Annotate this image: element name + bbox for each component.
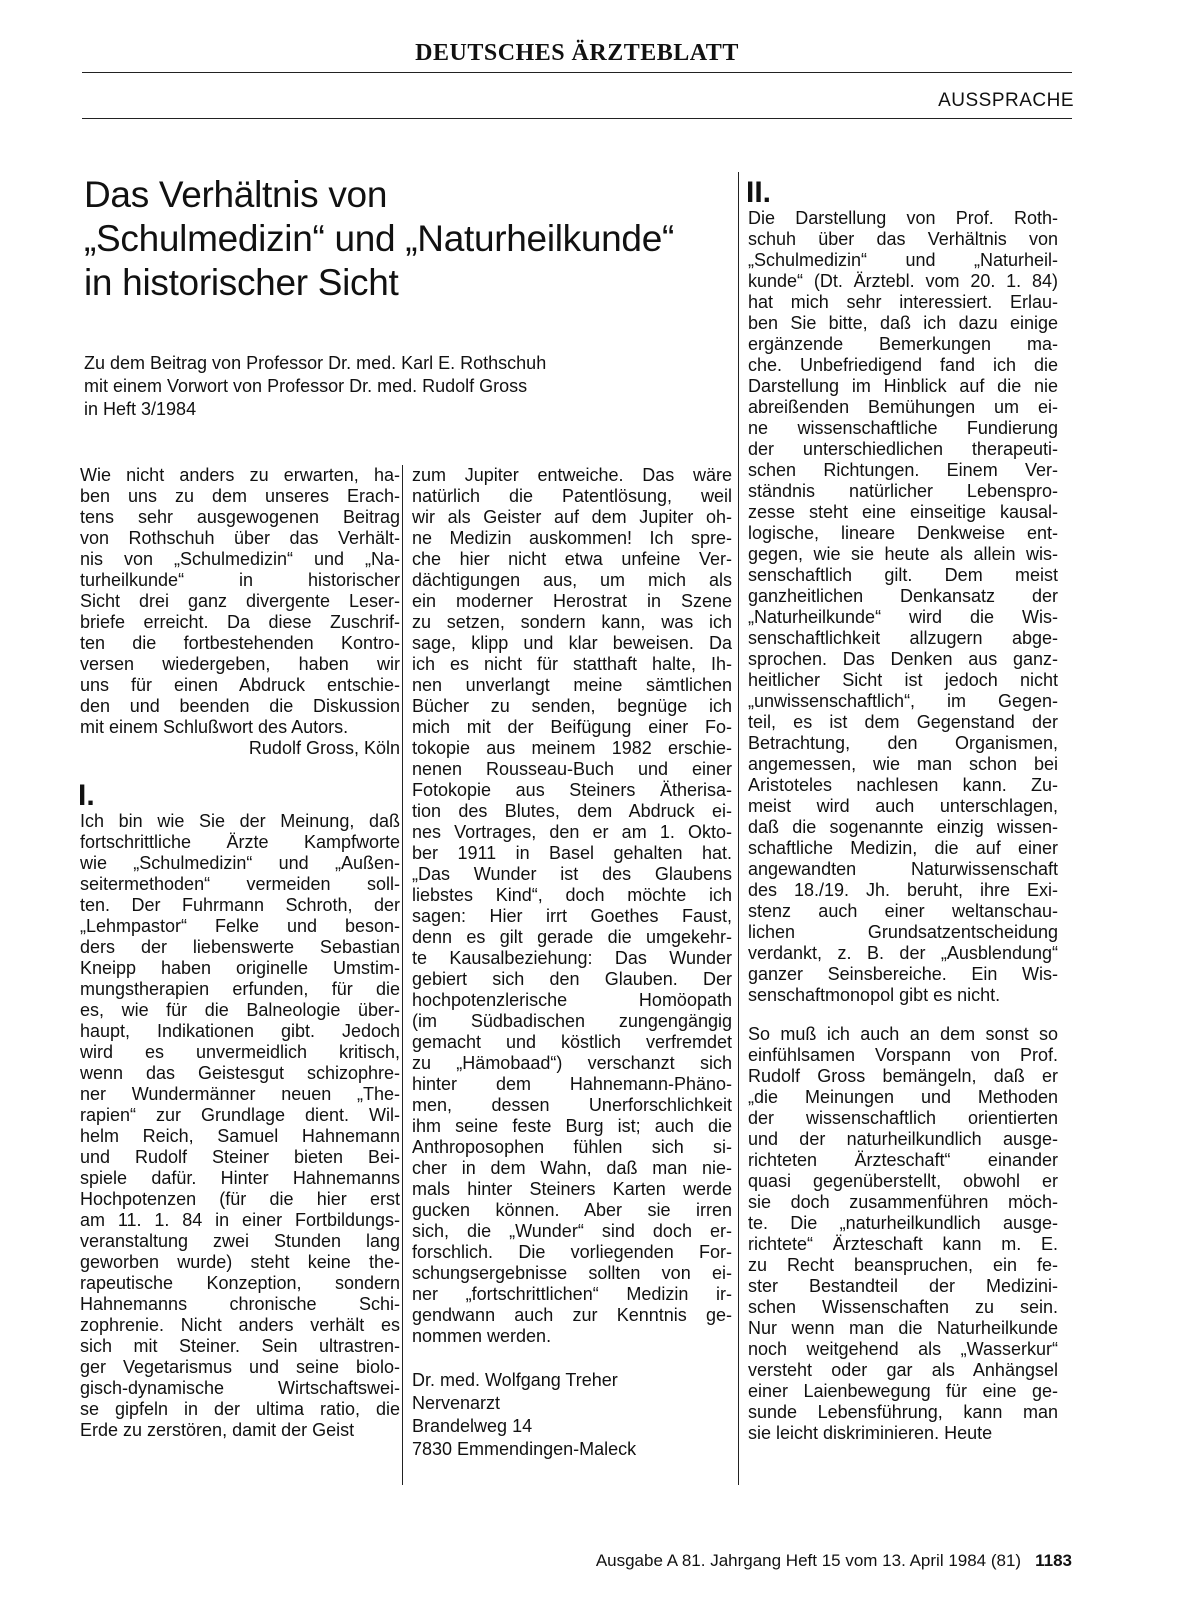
- text-line: dächtigungen aus, um mich als: [412, 570, 732, 590]
- text-line: abreißenden Bemühungen um ei-: [748, 397, 1058, 417]
- text-line: zesse steht eine einseitige kausal-: [748, 502, 1058, 522]
- page-number: 1183: [1035, 1551, 1072, 1570]
- article-title: [84, 173, 764, 305]
- signature-profession: Nervenarzt: [412, 1393, 501, 1413]
- text-line: einfühlsamen Vorspann von Prof.: [748, 1045, 1058, 1065]
- text-line: denn es gilt gerade die umgekehr-: [412, 927, 732, 947]
- text-line: kunde“ (Dt. Ärztebl. vom 20. 1. 84): [748, 271, 1058, 291]
- text-line: spiele dafür. Hinter Hahnemanns: [80, 1168, 400, 1188]
- signature-street: Brandelweg 14: [412, 1416, 533, 1436]
- text-line: briefe erreicht. Da diese Zuschrif-: [80, 612, 400, 632]
- editorial-note: [80, 465, 400, 738]
- text-line: che. Unbefriedigend fand ich die: [748, 355, 1058, 375]
- column-3: [748, 178, 1058, 1444]
- text-line: wenn das Geistesgut schizophre-: [80, 1063, 400, 1083]
- text-line: „unwissenschaftlich“, im Gegen-: [748, 691, 1058, 711]
- text-line: Fotokopie aus Steiners Ätherisa-: [412, 780, 732, 800]
- text-line: gegen, wie sie heute als allein wis-: [748, 544, 1058, 564]
- text-line: Nur wenn man die Naturheilkunde: [748, 1318, 1058, 1338]
- section-heading-1: I.: [78, 779, 95, 812]
- text-line: Bücher zu senden, begnüge ich: [412, 696, 732, 716]
- text-line: es, wie für die Balneologie über-: [80, 1000, 400, 1020]
- text-line: des 18./19. Jh. beruht, ihre Exi-: [748, 880, 1058, 900]
- text-line: natürlich die Patentlösung, weil: [412, 486, 732, 506]
- letter-1-signature: [412, 1369, 732, 1461]
- intro-line: Zu dem Beitrag von Professor Dr. med. Karl E. Rothschuh: [84, 353, 547, 373]
- text-line: ganzer Seinsbereiche. Ein Wis-: [748, 964, 1058, 984]
- text-line: daß die sogenannte einzig wissen-: [748, 817, 1058, 837]
- text-line: ne wissenschaftliche Fundierung: [748, 418, 1058, 438]
- section-rule: [82, 118, 1072, 119]
- text-line: uns für einen Abdruck entschie-: [80, 675, 400, 695]
- text-line: tens sehr ausgewogenen Beitrag: [80, 507, 400, 527]
- text-line: haupt, Indikationen gibt. Jedoch: [80, 1021, 400, 1041]
- text-line: ster Bestandteil der Medizini-: [748, 1276, 1058, 1296]
- text-line: meist wird auch unterschlagen,: [748, 796, 1058, 816]
- text-line: nis von „Schulmedizin“ und „Na-: [80, 549, 400, 569]
- text-line: te. Die „naturheilkundlich ausge-: [748, 1213, 1058, 1233]
- text-line: schaftliche Medizin, die auf einer: [748, 838, 1058, 858]
- text-line: men, dessen Unerforschlichkeit: [412, 1095, 732, 1115]
- text-line: senschaftlichkeit allzugern abge-: [748, 628, 1058, 648]
- text-line: ner „fortschrittlichen“ Medizin ir-: [412, 1284, 732, 1304]
- text-line: Aristoteles nachlesen kann. Zu-: [748, 775, 1058, 795]
- text-line: am 11. 1. 84 in einer Fortbildungs-: [80, 1210, 400, 1230]
- text-line: zu Recht beanspruchen, ein fe-: [748, 1255, 1058, 1275]
- letter-2-para-1: [748, 208, 1058, 1006]
- title-line: „Schulmedizin“ und „Naturheilkunde“: [84, 218, 675, 259]
- text-line: nen unverlangt meine sämtlichen: [412, 675, 732, 695]
- text-line: einer Laienbewegung für eine ge-: [748, 1381, 1058, 1401]
- text-line: ben uns zu dem unseres Erach-: [80, 486, 400, 506]
- text-line: sagen: Hier irrt Goethes Faust,: [412, 906, 732, 926]
- page-footer: [0, 1551, 1072, 1571]
- text-line: zu setzen, sondern kann, was ich: [412, 612, 732, 632]
- text-line: der unterschiedlichen therapeuti-: [748, 439, 1058, 459]
- text-line: mit einem Schlußwort des Autors.: [80, 717, 349, 737]
- text-line: wie „Schulmedizin“ und „Außen-: [80, 853, 400, 873]
- text-line: ein moderner Herostrat in Szene: [412, 591, 732, 611]
- text-line: „Schulmedizin“ und „Naturheil-: [748, 250, 1058, 270]
- text-line: schungsergebnisse sollten von ei-: [412, 1263, 732, 1283]
- text-line: quasi gegenüberstellt, obwohl er: [748, 1171, 1058, 1191]
- text-line: che hier nicht etwa unfeine Ver-: [412, 549, 732, 569]
- text-line: tokopie aus meinem 1982 erschie-: [412, 738, 732, 758]
- text-line: hat mich sehr interessiert. Erlau-: [748, 292, 1058, 312]
- text-line: tion des Blutes, dem Abdruck ei-: [412, 801, 732, 821]
- section-label: AUSSPRACHE: [938, 90, 1074, 111]
- text-line: Erde zu zerstören, damit der Geist: [80, 1420, 355, 1440]
- text-line: versteht oder gar als Anhängsel: [748, 1360, 1058, 1380]
- text-line: sich mit Steiner. Sein ultrastren-: [80, 1336, 400, 1356]
- text-line: noch weitgehend als „Wasserkur“: [748, 1339, 1058, 1359]
- text-line: schuh über das Verhältnis von: [748, 229, 1058, 249]
- title-line: Das Verhältnis von: [84, 174, 388, 215]
- text-line: richteten Ärzteschaft“ einander: [748, 1150, 1058, 1170]
- text-line: „Das Wunder ist des Glaubens: [412, 864, 732, 884]
- text-line: nommen werden.: [412, 1326, 552, 1346]
- text-line: Ich bin wie Sie der Meinung, daß: [80, 811, 400, 831]
- text-line: Betrachtung, den Organismen,: [748, 733, 1058, 753]
- text-line: lichen Grundsatzentscheidung: [748, 922, 1058, 942]
- text-line: forschlich. Die vorliegenden For-: [412, 1242, 732, 1262]
- text-line: angemessen, wie man schon bei: [748, 754, 1058, 774]
- text-line: ihm seine feste Burg ist; auch die: [412, 1116, 732, 1136]
- text-line: senschaftmonopol gibt es nicht.: [748, 985, 1001, 1005]
- text-line: se gipfeln in der ultima ratio, die: [80, 1399, 400, 1419]
- text-line: wird es unvermeidlich kritisch,: [80, 1042, 400, 1062]
- title-line: in historischer Sicht: [84, 262, 399, 303]
- text-line: stenz auch einer weltanschau-: [748, 901, 1058, 921]
- text-line: Hochpotenzen (für die hier erst: [80, 1189, 400, 1209]
- text-line: ergänzende Bemerkungen ma-: [748, 334, 1058, 354]
- text-line: gemacht und köstlich verfremdet: [412, 1032, 732, 1052]
- text-line: zophrenie. Nicht anders verhält es: [80, 1315, 400, 1335]
- text-line: ber 1911 in Basel gehalten hat.: [412, 843, 732, 863]
- text-line: te Kausalbeziehung: Das Wunder: [412, 948, 732, 968]
- text-line: sich, die „Wunder“ sind doch er-: [412, 1221, 732, 1241]
- text-line: gendwann auch zur Kenntnis ge-: [412, 1305, 732, 1325]
- text-line: gucken können. Aber sie irren: [412, 1200, 732, 1220]
- text-line: Sicht drei ganz divergente Leser-: [80, 591, 400, 611]
- intro-line: in Heft 3/1984: [84, 399, 197, 419]
- text-line: von Rothschuh über das Verhält-: [80, 528, 400, 548]
- text-line: ne Medizin auskommen! Ich spre-: [412, 528, 732, 548]
- text-line: geworben wurde) steht keine the-: [80, 1252, 400, 1272]
- masthead-rule: [82, 72, 1072, 73]
- text-line: (im Südbadischen zungengängig: [412, 1011, 732, 1031]
- text-line: ders der liebenswerte Sebastian: [80, 937, 400, 957]
- text-line: und Rudolf Steiner bieten Bei-: [80, 1147, 400, 1167]
- text-line: der wissenschaftlich orientierten: [748, 1108, 1058, 1128]
- text-line: nes Vortrages, den er am 1. Okto-: [412, 822, 732, 842]
- column-divider-2: [738, 172, 739, 1485]
- column-2: [412, 465, 732, 1461]
- text-line: So muß ich auch an dem sonst so: [748, 1024, 1058, 1044]
- text-line: mich mit der Beifügung einer Fo-: [412, 717, 732, 737]
- text-line: Rudolf Gross bemängeln, daß er: [748, 1066, 1058, 1086]
- text-line: ständnis natürlicher Lebenspro-: [748, 481, 1058, 501]
- text-line: sie leicht diskriminieren. Heute: [748, 1423, 993, 1443]
- text-line: hinter dem Hahnemann-Phäno-: [412, 1074, 732, 1094]
- text-line: rapeutische Konzeption, sondern: [80, 1273, 400, 1293]
- signature-name: Dr. med. Wolfgang Treher: [412, 1370, 618, 1390]
- text-line: Kneipp haben originelle Umstim-: [80, 958, 400, 978]
- issue-info: Ausgabe A 81. Jahrgang Heft 15 vom 13. April 1984 (81): [595, 1551, 1022, 1570]
- intro-line: mit einem Vorwort von Professor Dr. med. Rudolf Gross: [84, 376, 528, 396]
- text-line: Die Darstellung von Prof. Roth-: [748, 208, 1058, 228]
- text-line: logische, lineare Denkweise ent-: [748, 523, 1058, 543]
- text-line: „die Meinungen und Methoden: [748, 1087, 1058, 1107]
- text-line: schen Richtungen. Einem Ver-: [748, 460, 1058, 480]
- text-line: turheilkunde“ in historischer: [80, 570, 400, 590]
- column-divider-1: [402, 465, 403, 1485]
- text-line: veranstaltung zwei Stunden lang: [80, 1231, 400, 1251]
- text-line: zum Jupiter entweiche. Das wäre: [412, 465, 732, 485]
- text-line: verdankt, z. B. der „Ausblendung“: [748, 943, 1058, 963]
- text-line: sie doch zusammenführen möch-: [748, 1192, 1058, 1212]
- text-line: hochpotenzlerische Homöopath: [412, 990, 732, 1010]
- text-line: Darstellung im Hinblick auf die nie: [748, 376, 1058, 396]
- text-line: versen wiedergeben, haben wir: [80, 654, 400, 674]
- text-line: ger Vegetarismus und seine biolo-: [80, 1357, 400, 1377]
- text-line: senschaftlich gilt. Dem meist: [748, 565, 1058, 585]
- text-line: liebstes Kind“, doch möchte ich: [412, 885, 732, 905]
- letter-2-para-2: [748, 1024, 1058, 1444]
- text-line: ben Sie bitte, daß ich dazu einige: [748, 313, 1058, 333]
- text-line: wir als Geister auf dem Jupiter oh-: [412, 507, 732, 527]
- letter-1-continued: [412, 465, 732, 1347]
- text-line: ten. Der Fuhrmann Schroth, der: [80, 895, 400, 915]
- text-line: helm Reich, Samuel Hahnemann: [80, 1126, 400, 1146]
- text-line: fortschrittliche Ärzte Kampfworte: [80, 832, 400, 852]
- text-line: cher in dem Wahn, daß man nie-: [412, 1158, 732, 1178]
- text-line: ten die fortbestehenden Kontro-: [80, 633, 400, 653]
- text-line: nenen Rousseau-Buch und einer: [412, 759, 732, 779]
- text-line: heitlicher Sicht ist jedoch nicht: [748, 670, 1058, 690]
- editorial-signature: Rudolf Gross, Köln: [248, 738, 400, 758]
- text-line: mals hinter Steiners Karten werde: [412, 1179, 732, 1199]
- text-line: rapien“ zur Grundlage dient. Wil-: [80, 1105, 400, 1125]
- text-line: und der naturheilkundlich ausge-: [748, 1129, 1058, 1149]
- article-intro: [84, 352, 744, 421]
- text-line: Wie nicht anders zu erwarten, ha-: [80, 465, 400, 485]
- text-line: Anthroposophen fühlen sich si-: [412, 1137, 732, 1157]
- text-line: den und beenden die Diskussion: [80, 696, 400, 716]
- text-line: seitermethoden“ vermeiden soll-: [80, 874, 400, 894]
- text-line: ner Wundermänner neuen „The-: [80, 1084, 400, 1104]
- text-line: sprochen. Das Denken aus ganz-: [748, 649, 1058, 669]
- text-line: zu „Hämobaad“) verschanzt sich: [412, 1053, 732, 1073]
- text-line: ich es nicht für statthaft halte, Ih-: [412, 654, 732, 674]
- column-1: [80, 465, 400, 1441]
- text-line: gebiert sich den Glauben. Der: [412, 969, 732, 989]
- text-line: angewandten Naturwissenschaft: [748, 859, 1058, 879]
- text-line: Hahnemanns chronische Schi-: [80, 1294, 400, 1314]
- section-heading-2: II.: [746, 176, 772, 209]
- signature-city: 7830 Emmendingen-Maleck: [412, 1439, 637, 1459]
- text-line: „Naturheilkunde“ wird die Wis-: [748, 607, 1058, 627]
- text-line: richtete“ Ärzteschaft kann m. E.: [748, 1234, 1058, 1254]
- text-line: schen Wissenschaften zu sein.: [748, 1297, 1058, 1317]
- text-line: „Lehmpastor“ Felke und beson-: [80, 916, 400, 936]
- letter-1-body: [80, 811, 400, 1441]
- text-line: ganzheitlichen Denkansatz der: [748, 586, 1058, 606]
- masthead: DEUTSCHES ÄRZTEBLATT: [415, 40, 739, 66]
- text-line: mungstherapien erfunden, für die: [80, 979, 400, 999]
- text-line: gisch-dynamische Wirtschaftswei-: [80, 1378, 400, 1398]
- text-line: sage, klipp und klar beweisen. Da: [412, 633, 732, 653]
- text-line: sunde Lebensführung, kann man: [748, 1402, 1058, 1422]
- text-line: teil, es ist dem Gegenstand der: [748, 712, 1058, 732]
